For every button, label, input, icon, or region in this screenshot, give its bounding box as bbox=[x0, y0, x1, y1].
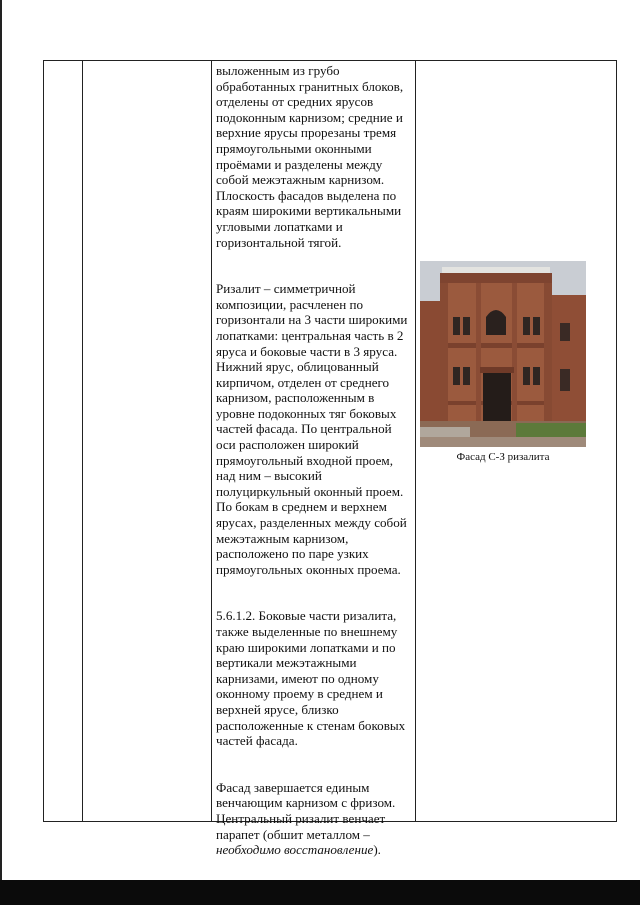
description-table bbox=[43, 60, 617, 858]
scan-bottom-border bbox=[0, 880, 640, 905]
paragraph-cornice-text: Фасад завершается единым венчающим карнизом с фризом. Центральный ризалит венчает парапет (обшит металлом – bbox=[216, 779, 396, 842]
figure-caption: Фасад С-З ризалита bbox=[456, 451, 550, 463]
paragraph-cornice bbox=[216, 780, 412, 858]
paragraph-granite-blocks: выложенным из грубо обработанных гранитных блоков, отделены от средних ярусов подоконным карнизом; средние и верхние ярусы прорезаны тремя прямоугольными оконными проёмами и разделены между собой межэтажным карнизом. Плоскость фасадов выделена по краям широкими вертикальными угловыми лопатками и горизонтальной тягой. bbox=[216, 63, 404, 250]
facade-description-cell bbox=[216, 63, 412, 858]
restoration-note: необходимо восстановление bbox=[216, 842, 374, 858]
table-column-divider bbox=[211, 61, 212, 821]
paragraph-section-5-6-1-2: 5.6.1.2. Боковые части ризалита, также выделенные по внешнему краю широкими лопатками и по вертикали межэтажными карнизами, имеют по одному оконному проему в среднем и верхней ярусе, близко расположенные к стенам боковых частей фасада. bbox=[216, 608, 406, 749]
paragraph-cornice-tail: ). bbox=[373, 842, 381, 858]
table-column-divider bbox=[415, 61, 416, 821]
scan-left-edge bbox=[0, 0, 2, 880]
paragraph-risalit-composition: Ризалит – симметричной композиции, расчленен по горизонтали на 3 части широкими лопатками: центральная часть в 2 яруса и боковые части в 3 яруса. Нижний ярус, облицованный кирпичом, отделен от среднего карнизом, расположенным в уровне подоконных тяг боковых частей фасада. По центральной оси расположен широкий прямоугольный входной проем, над ним – высокий полуциркульный оконный проем. По бокам в среднем и верхнем ярусах, разделенных между собой межэтажным карнизом, расположено по паре узких прямоугольных оконных проема. bbox=[216, 281, 408, 577]
facade-photo bbox=[420, 261, 586, 447]
table-column-divider bbox=[82, 61, 83, 821]
facade-figure bbox=[420, 261, 586, 464]
